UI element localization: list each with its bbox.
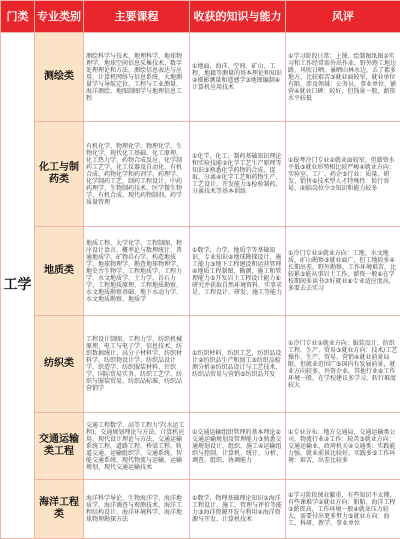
table-row (1, 227, 400, 316)
courses-cell: 海洋科学导论、生物海洋学、海洋地质学、海洋调查与观测技术、海洋工程结构设计、海洋环境科学、海洋地球物理勘探方法 (84, 480, 190, 539)
table-row (1, 413, 400, 480)
category-cell: 工学 (1, 33, 35, 539)
review-cell: ①报考冷门专业②就业面较窄，但薪资水平低③就业形势相比较严峻④就业方向：实验室、工厂、药企⑤行业：质量、研发、销售⑥技术型人才特殊性：转行容易、面临岗位少⑦知识和能力较多 (286, 122, 400, 227)
table-row (1, 33, 400, 122)
major-cell: 化工与制药类 (35, 122, 84, 227)
courses-cell: 地质工程、大学化学、工程制图、程序设计语言、概率论与数理统计、普通地质学、矿物岩石学、构造地质学、地球物理学、勘查地球物理学、地史古生物学、工程地质学、工程力学、水文地质学、土力学、岩石力学、工程地质原理、工程地质勘察、水文地质勘察基础、地下水动力学、水文地质勘察、地质学 (84, 227, 190, 316)
review-cell: ①冷门专业②就业方向：服装设计、纺织工程、生产、贸易③就业方向：技术/工艺操作、生产、贸易、营销④就业前景局限，但就业范围广⑤国内有发展前景，就业方向较多，外资企业，其他行业⑥工作环境一般，在学校建议多学习，转行难度较大 (286, 316, 400, 413)
table-row (1, 316, 400, 413)
header-major: 专业类别 (35, 1, 84, 33)
major-cell: 海洋工程类 (35, 480, 84, 539)
header-review: 风评 (286, 1, 400, 33)
review-cell: ①学习阶段日常：上课、绘制图纸图②实习和工作经常需外出作业，野外跑工地边路，风吹日晒，暴晒山林水边，去了都多地方，比较艰苦③就业面较窄，就业单位有限，涉及领域：公务员、事业单位、铺营④就业口碑：较好，但钱景一般，薪资水平较低 (286, 33, 400, 122)
skills-cell: ①数学、物理基础理论知识②海洋工程设计、施工、管理与评价等能力③海洋资源开发与利用④海洋资源与开发、计算机技术 (190, 480, 286, 539)
skills-cell: ①纺织材料、纺织工艺、纺织品设计②纺织品生产和加工③纺织品检测分析④纺织品设计与工艺技术、纺织品贸易与营销⑤纺织品开发 (190, 316, 286, 413)
courses-cell: 有机化学、物理化学、物理化学、生物化学、现代化工基础、化工原理、化工热力学、药物合成反应、化学制药工艺学、化工仪器及自动化、有机合成、药物化学和药剂学、药理学、化学制药工艺、制药工程设计、中药药理学、生物制药技术、医学微生物学、有机合成、现代药物制剂、药学质量管理 (84, 122, 190, 227)
skills-cell: ①交通运输组织管理的基本理论②交通运输规划及管理能力③熟悉交通规划设计、组织、施工④运输组织与控制、计算机、统计、分析、调查、组织、协调能力 (190, 413, 286, 480)
header-skills: 收获的知识与能力 (190, 1, 286, 33)
skills-cell: ①化学、化工、制药基础知识理论和实验技能②化学工艺生产原理等知识③熟悉化学药物的合成、提取、分离④化学工艺和药物生产、工艺设计、开发能力⑤检验制药、分离技术等基本训练 (190, 122, 286, 227)
review-cell: ①学习阶段课业繁重，有些知识不太懂，有些课难学②就业方向：船舶、海洋工程③薪资高，工作环境一般④就业压力较大，需要付出更多努力⑤就业方向：海工、科研、教学、事业单位 (286, 480, 400, 539)
table-row (1, 480, 400, 539)
review-cell: ①专业分布：地方交通局，交通运输类公司，物流行业②工作：较苦③就业方向：交通运输业、政府机关④交通类：实践能力强，就业前景比较好，实践多⑤工作环境：艰苦，出差比较多 (286, 413, 400, 480)
major-cell: 地质类 (35, 227, 84, 316)
major-cell: 纺织类 (35, 316, 84, 413)
header-row (1, 1, 400, 33)
header-courses: 主要课程 (84, 1, 190, 33)
skills-cell: ①数学、力学、地质学等基础知识，专业知识②地球勘探设计、施工能力③地下工程建设和运营管理④地质工程制图、勘测、施工和管理能力⑤开发岩土工程设计能力⑥研究并获取自然环境资料、实事求是、工程设计、研发、施工等能力 (190, 227, 286, 316)
major-cell: 测绘类 (35, 33, 84, 122)
table-row (1, 122, 400, 227)
major-cell: 交通运输类工程 (35, 413, 84, 480)
review-cell: ①冷门专业②就业方向：工地、水文地质、矿山勘察③就业面广，但工地较多④长期出差，野外勘察，工作环境艰苦，比较累⑤能从事岩土工作，薪资一般⑥在学校期间多读书⑦好就业⑧专业适应度高，多要去去实习 (286, 227, 400, 316)
header-category: 门类 (1, 1, 35, 33)
courses-cell: 测绘科学与技术、地理科学、地球物理学、地球空间信息采集技术、数字处理理论和方法、测绘信息表达与应用、计算机网络与信息系统、大地测量学与导航定位、工程与工业测量、海洋测绘、地图制图学与地理信息工程 (84, 33, 190, 122)
skills-cell: ①地面、海洋、空间、矿山、工程、地籍等测量的基本理论和知识②摄影测量和遥感学③地图编制④计算机应用技术 (190, 33, 286, 122)
courses-cell: 交通工程数学、高等工程力学(水运工程)、交通规划理论与方法、计算机应用、现代设计理论与方法、交通运输系统工程、道路工程、桥梁工程、轨道交通、运输组织学、交通系统、智能交通系统、现代物流与运输、运输规划、现代交通运输技术 (84, 413, 190, 480)
courses-cell: 工程设计制图、工程力学、纺织机械原理、电工与电子学、信息技术、纺织数据统计、高分子材料学、纺织材料学、纺织物设计学、纺织品设计学、织造学、纺织服装材料、针织学、国际贸易实务、纺织工艺学、纺织与服装贸易、纺织品标准、纺织品营销学 (84, 316, 190, 413)
